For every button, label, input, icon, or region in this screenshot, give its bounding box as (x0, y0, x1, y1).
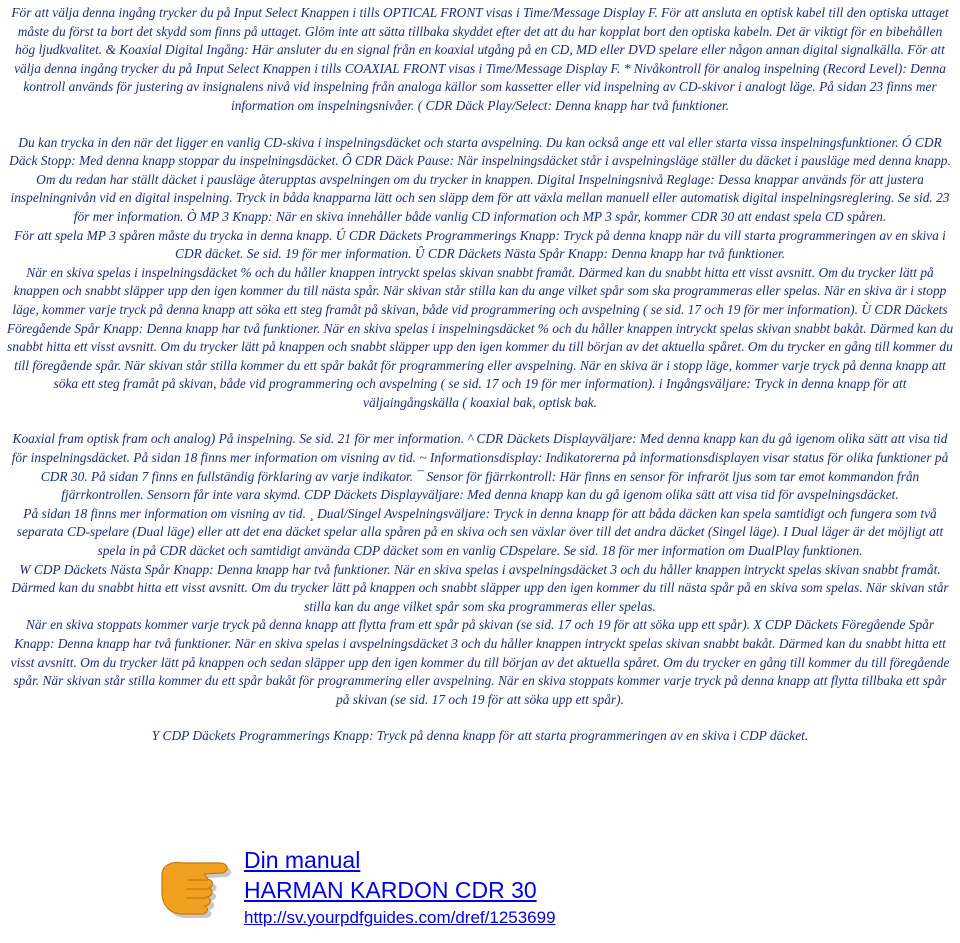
guide-url-link[interactable]: http://sv.yourpdfguides.com/dref/1253699 (244, 908, 556, 927)
manual-link[interactable]: Din manual (244, 847, 361, 873)
paragraph-gap (6, 116, 954, 134)
paragraph-gap (6, 412, 954, 430)
paragraph-dual-single: På sidan 18 finns mer information om visning av tid. ¸ Dual/Singel Avspelningsväljare: Tryck in denna knapp för att båda däcken kan spela samtidigt och fungera som två separata CD-spelare (Dual läge) eller att det ena däcket spelar alla spåren på en skiva och sen växlar över till det andra däcket (Singel läge). I Dual läger är det möjligt att spela in på CDR däcket och samtidigt använda CDP däcket som en vanlig CDspelare. Se sid. 18 för mer information om DualPlay funktionen. (16, 505, 944, 559)
manual-footer (158, 845, 678, 935)
paragraph-cdp-previous-track: När en skiva stoppats kommer varje tryck på denna knapp att flytta fram ett spår på skivan (se sid. 17 och 19 för att söka upp ett spår). X CDP Däckets Föregående Spår Knapp: Denna knapp har två funktioner. När en skiva spelas i avspelningsdäcket 3 och du håller knappen intryckt spelas skivan snabbt bakåt. Därmed kan du snabbt hitta ett visst avsnitt. Om du trycker lätt på knappen och sedan släpper upp den igen kommer du till början av det aktuella spåret. Om du trycker en gång till kommer du till föregående spår. När skivan står stilla kommer du ett spår bakåt för programmering eller avspelning. När en skiva stoppats kommer varje tryck på denna knapp att flytta tillbaka ett spår på skivan (se sid. 17 och 19 för att söka upp ett spår). (10, 617, 950, 707)
paragraph-cdp-programming: Y CDP Däckets Programmerings Knapp: Tryck på denna knapp för att starta programmeringen av en skiva i CDP däcket. (151, 728, 809, 744)
product-link[interactable]: HARMAN KARDON CDR 30 (244, 877, 537, 903)
paragraph-cdr-deck-controls: Du kan trycka in den när det ligger en vanlig CD-skiva i inspelningsdäcket och starta avspelning. Du kan också ange ett val eller starta vissa inspelningsfunktioner. Ó CDR Däck Stopp: Med denna knapp stoppar du inspelningsdäcket. Ô CDR Däck Pause: När inspelningsdäcket står i avspelningsläge ställer du däcket i pausläge med denna knapp. Om du redan har ställt däcket i pausläge återupptas avspelningen om du trycker in knappen. Digital Inspelningsnivå Reglage: Dessa knappar används för att justera inspelningnivån vid en digital inspelning. Tryck in båda knapparna lätt och sen släpp dem för att växla mellan manuell eller automatisk digital inspelningsreglering. Se sid. 23 för mer information. Ò MP 3 Knapp: När en skiva innehåller både vanlig CD information och MP 3 spår, kommer CDR 30 att endast spela CD spåren. (9, 134, 951, 224)
pointing-hand (162, 863, 227, 915)
paragraph-cdp-next-track: W CDP Däckets Nästa Spår Knapp: Denna knapp har två funktioner. När en skiva spelas i avspelningsdäcket 3 och du håller knappen intryckt spelas skivan snabbt framåt. Därmed kan du snabbt hitta ett visst avsnitt. Om du trycker lätt på knappen och snabbt släpper upp den igen kommer du till nästa spår på en skiva som spelas. När skivan står stilla kan du ange vilket spår som ska programmeras eller spelas. (11, 561, 949, 614)
paragraph-mp3-programming: För att spela MP 3 spåren måste du trycka in denna knapp. Ú CDR Däckets Programmerings Knapp: Tryck på denna knapp när du vill starta programmeringen av en skiva i CDR däcket. Se sid. 19 för mer information. Û CDR Däckets Nästa Spår Knapp: Denna knapp har två funktioner. (14, 227, 946, 262)
paragraph-gap (6, 709, 954, 727)
paragraph-display-sensor: Koaxial fram optisk fram och analog) På inspelning. Se sid. 21 för mer information. ^ CDR Däckets Displayväljare: Med denna knapp kan du gå igenom olika sätt att visa tid för inspelningsdäcket. På sidan 18 finns mer information om visning av tid. ~ Informationsdisplay: Indikatorerna på informationsdisplayen visar status för olika funktioner på CDR 30. På sidan 7 finns en fullständig förklaring av varje indikator. ¯ Sensor för fjärrkontroll: Här finns en sensor för infraröt ljus som tar emot kommandon från fjärrkontrollen. Sensorn får inte vara skymd. CDP Däckets Displayväljare: Med denna knapp kan du gå igenom olika sätt att visa tid för avspelningsdäcket. (11, 431, 949, 503)
paragraph-optical-coaxial: För att välja denna ingång trycker du på Input Select Knappen i tills OPTICAL FRONT visas i Time/Message Display F. För att ansluta en optisk kabel till den optiska uttaget måste du först ta bort det skydd som finns på uttaget. Glöm inte att sätta tillbaka skyddet efter det att du har kopplat bort den optiska kabeln. Det är viktigt för en bibehållen hög ljudkvalitet. & Koaxial Digital Ingång: Här ansluter du en signal från en koaxial utgång på en CD, MD eller DVD spelare eller någon annan digital signalkälla. För att välja denna ingång trycker du på Input Select Knappen i tills COAXIAL FRONT visas i Time/Message Display F. * Nivåkontroll för analog inspelning (Record Level): Denna kontroll används för justering av insignalens nivå vid inspelning från analoga källor som kassetter eller vid inspelning av CD-skivor i analogt läge. På sidan 23 finns mer information om inspelningsnivåer. ( CDR Däck Play/Select: Denna knapp har två funktioner. (11, 5, 949, 113)
pointing-hand-icon (158, 847, 242, 927)
paragraph-cdr-track-buttons: När en skiva spelas i inspelningsdäcket % och du håller knappen intryckt spelas skivan snabbt framåt. Därmed kan du snabbt hitta ett visst avsnitt. Om du trycker lätt på knappen och snabbt släpper upp den igen kommer du till nästa spår. När skivan står stilla kan du ange vilket spår som ska programmeras eller spelas. När en skiva är i stopp läge, kommer varje tryck på denna knapp att söka ett steg framåt på skivan, både vid programmering och avspelning ( se sid. 17 och 19 för mer information). Ù CDR Däckets Föregående Spår Knapp: Denna knapp har två funktioner. När en skiva spelas i inspelningsdäcket % och du håller knappen intryckt spelas skivan snabbt bakåt. Därmed kan du snabbt hitta ett visst avsnitt. Om du trycker lätt på knappen och snabbt släpper upp den igen kommer du till början av det aktuella spåret. Om du trycker en gång till kommer du till föregående spår. När skivan står stilla kommer du ett spår bakåt för programmering eller avspelning. När en skiva är i stopp läge, kommer varje tryck på denna knapp att söka ett steg framåt på skivan, både vid programmering och avspelning ( se sid. 17 och 19 för mer information). i Ingångsväljare: Tryck in denna knapp för att väljaingångskälla ( koaxial bak, optisk bak. (6, 264, 954, 410)
footer-links (244, 845, 556, 931)
